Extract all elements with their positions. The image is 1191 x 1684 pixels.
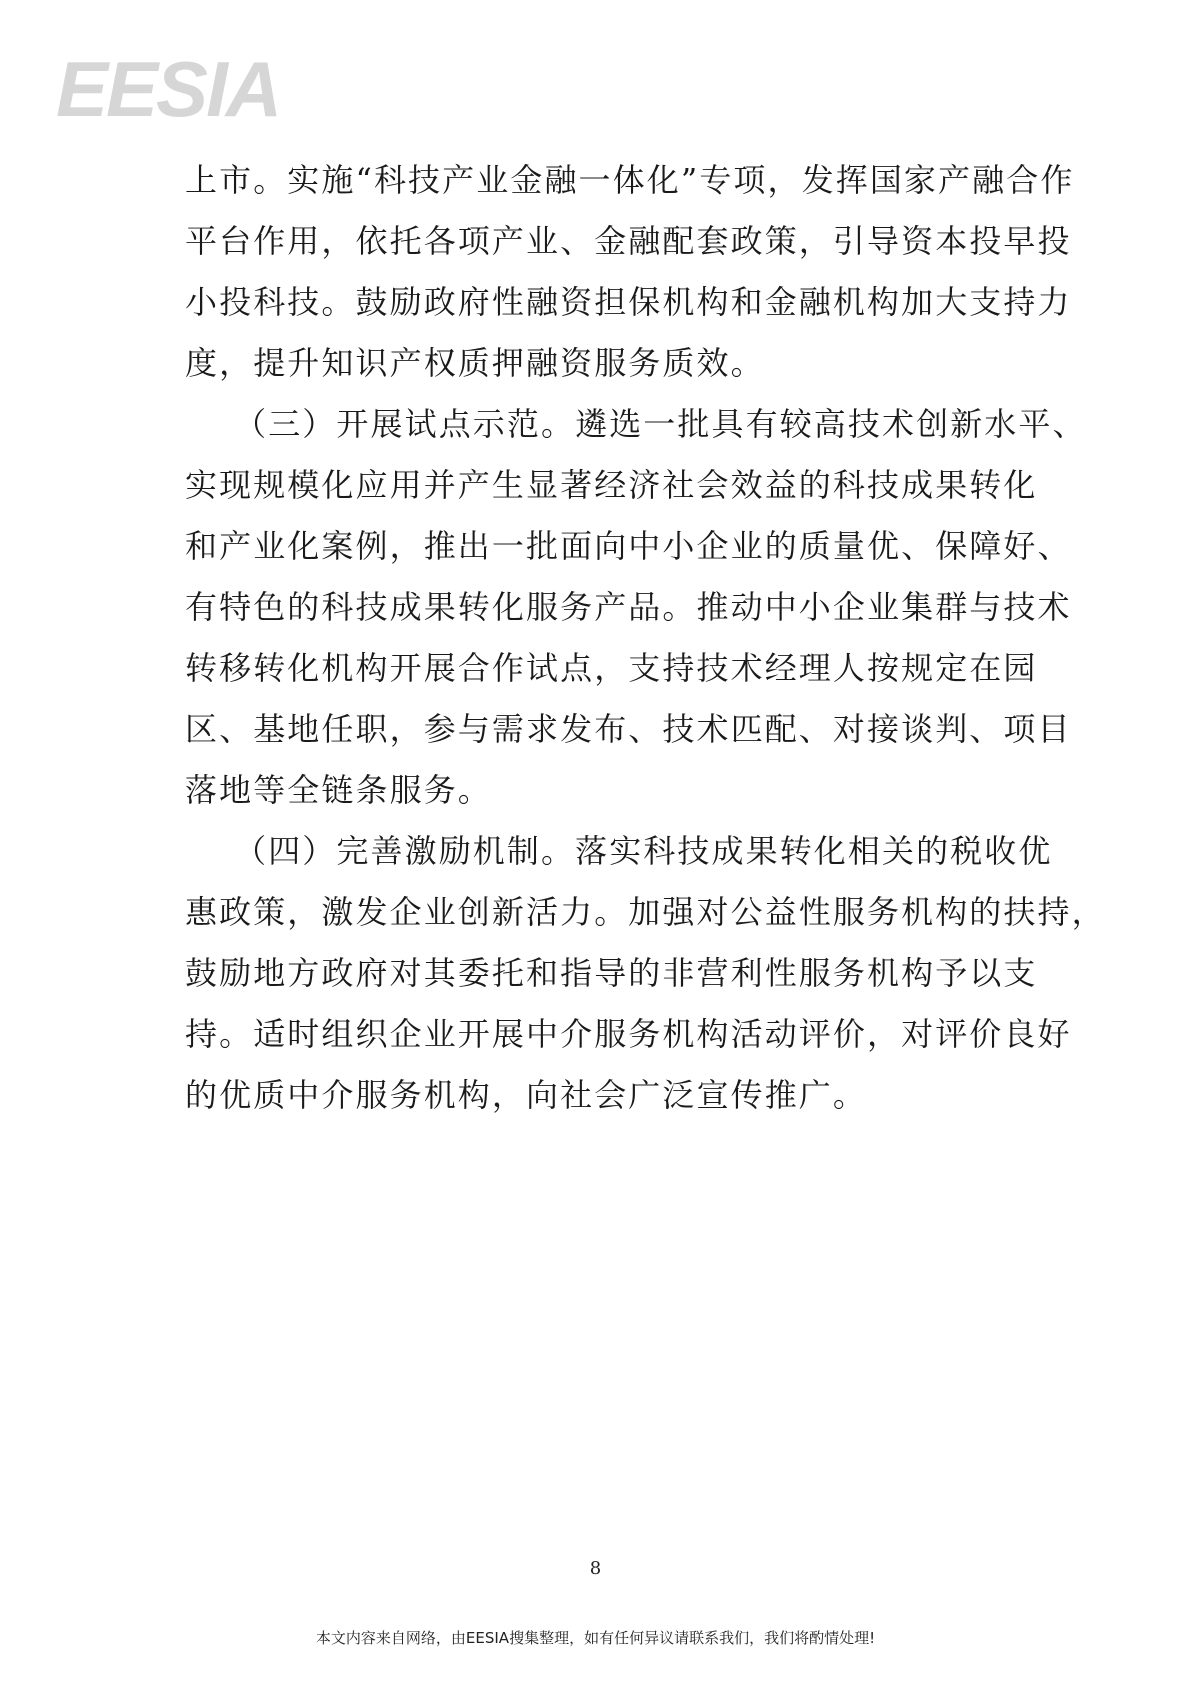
document-body [185,150,1106,1126]
text-line: 平台作用，依托各项产业、金融配套政策，引导资本投早投 [185,222,1072,260]
page-number: 8 [589,1558,602,1579]
text-line: 小投科技。鼓励政府性融资担保机构和金融机构加大支持力 [185,283,1072,321]
text-line: 区、基地任职，参与需求发布、技术匹配、对接谈判、项目 [185,710,1072,748]
footer-disclaimer: 本文内容来自网络，由EESIA搜集整理，如有任何异议请联系我们，我们将酌情处理! [315,1629,876,1647]
eesia-logo [56,50,296,135]
text-line: 和产业化案例，推出一批面向中小企业的质量优、保障好、 [185,527,1072,565]
text-line: 有特色的科技成果转化服务产品。推动中小企业集群与技术 [185,588,1072,626]
text-line: 持。适时组织企业开展中介服务机构活动评价，对评价良好 [185,1015,1072,1053]
eesia-logo-mark [56,50,296,135]
text-line: （三）开展试点示范。遴选一批具有较高技术创新水平、 [185,405,1087,443]
paragraph-incentive-mechanism [185,821,1106,1126]
paragraph-finance [185,150,1075,394]
text-line: 惠政策，激发企业创新活力。加强对公益性服务机构的扶持， [185,893,1106,931]
svg-text:EESIA: EESIA [56,50,281,133]
text-line: 鼓励地方政府对其委托和指导的非营利性服务机构予以支 [185,954,1038,992]
text-line: （四）完善激励机制。落实科技成果转化相关的税收优 [185,832,1053,870]
paragraph-pilot-demonstration [185,394,1087,821]
text-line: 转移转化机构开展合作试点，支持技术经理人按规定在园 [185,649,1038,687]
text-line: 实现规模化应用并产生显著经济社会效益的科技成果转化 [185,466,1038,504]
text-line: 度，提升知识产权质押融资服务质效。 [185,344,765,382]
text-line: 的优质中介服务机构，向社会广泛宣传推广。 [185,1076,868,1114]
text-line: 落地等全链条服务。 [185,771,492,809]
text-line: 上市。实施“科技产业金融一体化”专项，发挥国家产融合作 [185,161,1075,199]
